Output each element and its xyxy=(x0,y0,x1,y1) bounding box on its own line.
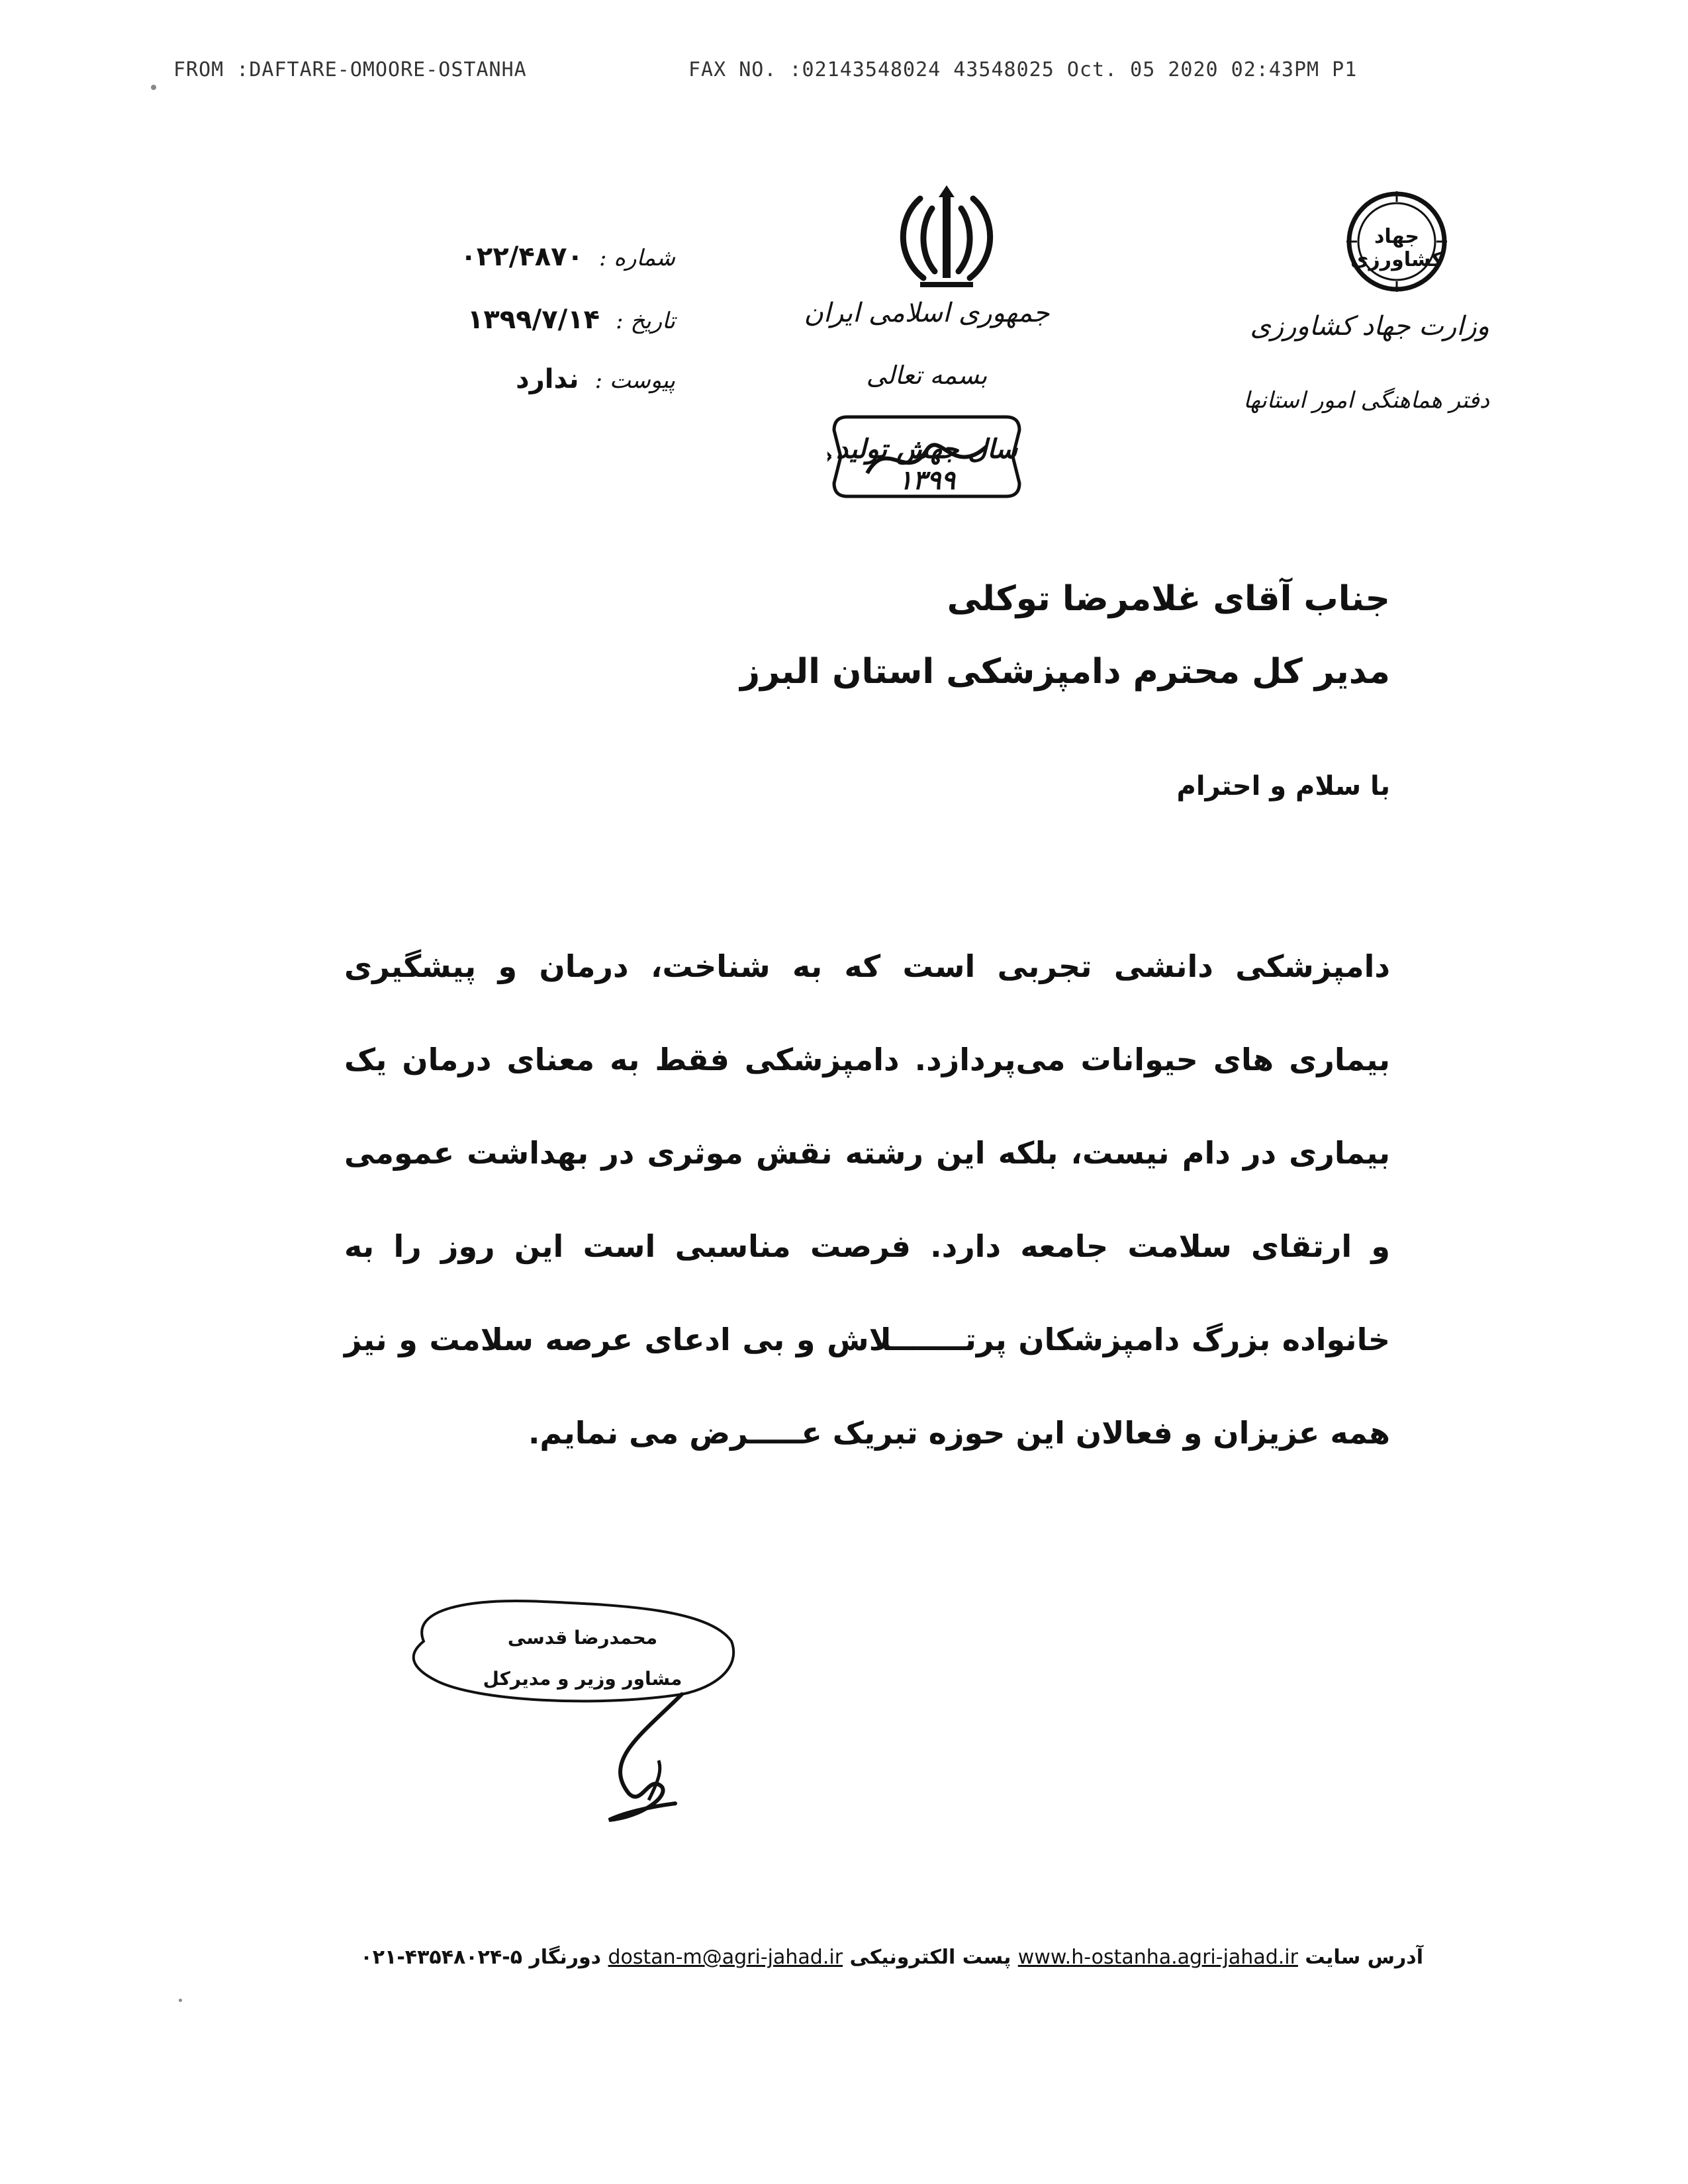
year-slogan: سال جهش تولید ۱۳۹۹ xyxy=(836,433,1017,496)
footer-contact xyxy=(360,1946,1423,1969)
recipient-title: مدیر کل محترم دامپزشکی استان البرز xyxy=(740,652,1390,692)
logo-text: جهاد کشاورزی xyxy=(1350,225,1443,271)
footer-fax-label: دورنگار xyxy=(529,1946,602,1969)
besmeh: بسمه تعالی xyxy=(866,361,988,390)
letter-date xyxy=(467,304,675,335)
footer-fax-number: ۵-۴۳۵۴۸۰۲۴-۰۲۱ xyxy=(360,1946,523,1969)
letter-date-value: ۱۳۹۹/۷/۱۴ xyxy=(467,304,600,335)
letter-attachment xyxy=(516,364,675,394)
footer-email-label: پست الکترونیکی xyxy=(849,1946,1011,1969)
republic-title: جمهوری اسلامی ایران xyxy=(804,298,1050,328)
scan-speck xyxy=(179,1999,182,2002)
office-name: دفتر هماهنگی امور استانها xyxy=(1243,387,1489,414)
letter-number xyxy=(460,242,675,272)
footer-site-link[interactable]: www.h-ostanha.agri-jahad.ir xyxy=(1017,1946,1298,1969)
letter-date-label: تاریخ : xyxy=(616,308,675,334)
recipient-name: جناب آقای غلامرضا توکلی xyxy=(947,579,1390,619)
iran-emblem-icon xyxy=(880,185,1013,291)
letter-attachment-label: پیوست : xyxy=(594,367,675,394)
letter-number-value: ۰۲۲/۴۸۷۰ xyxy=(460,242,583,272)
footer-site-label: آدرس سایت xyxy=(1305,1946,1423,1969)
letter-number-label: شماره : xyxy=(599,245,675,271)
signatory-title: مشاور وزیر و مدیرکل xyxy=(483,1668,682,1690)
greeting: با سلام و احترام xyxy=(1176,771,1390,801)
ministry-name: وزارت جهاد کشاورزی xyxy=(1250,311,1489,341)
letter-attachment-value: ندارد xyxy=(516,364,579,394)
fax-info: FAX NO. :02143548024 43548025 Oct. 05 2020 02:43PM P1 xyxy=(688,58,1358,81)
signatory-name: محمدرضا قدسی xyxy=(507,1627,658,1649)
letter-body: دامپزشکی دانشی تجربی است که به شناخت، درمان و پیشگیری بیماری های حیوانات می‌پردازد. دامپزشکی فقط به معنای درمان یک بیماری در دام نیست، بلکه این رشته نقش موثری در بهداشت عمومی و ارتقای سلامت جامعه دارد. فرصت مناسبی است این روز را به خانواده بزرگ دامپزشکان پرتـــــــلاش و بی ادعای عرصه سلامت و نیز همه عزیزان و فعالان این حوزه تبریک عـــــرض می نمایم. xyxy=(344,948,1390,1451)
footer-email-link[interactable]: dostan-m@agri-jahad.ir xyxy=(608,1946,843,1969)
scan-speck xyxy=(151,85,156,90)
fax-from: FROM :DAFTARE-OMOORE-OSTANHA xyxy=(173,58,527,81)
